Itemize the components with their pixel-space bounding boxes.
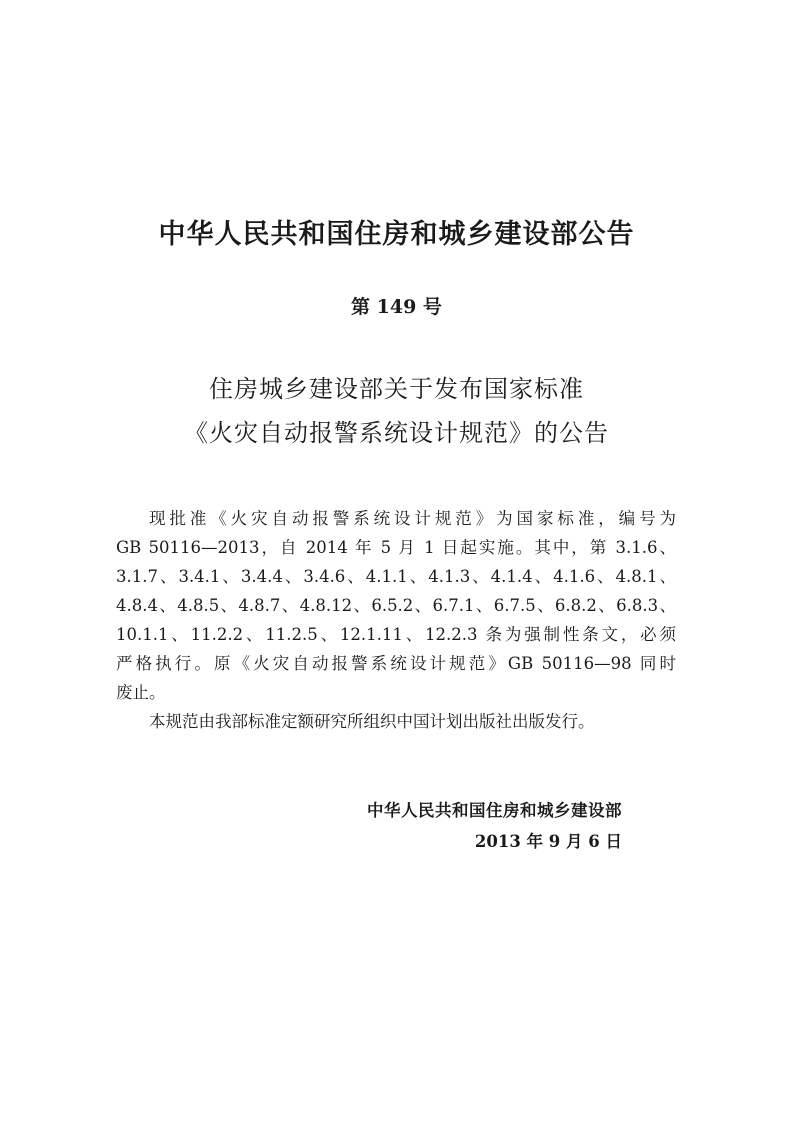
- paragraph-line: 4.8.4、4.8.5、4.8.7、4.8.12、6.5.2、6.7.1、6.7.5、6.8.2、6.8.3、: [116, 596, 676, 615]
- paragraph-line: 严格执行。原《火灾自动报警系统设计规范》GB 50116—98 同时: [116, 654, 676, 673]
- paragraph-line: 现批准《火灾自动报警系统设计规范》为国家标准，编号为: [149, 509, 676, 528]
- signature-organization: 中华人民共和国住房和城乡建设部: [367, 801, 622, 820]
- paragraph-line: GB 50116—2013，自 2014 年 5 月 1 日起实施。其中，第 3.1.6、: [116, 538, 676, 557]
- signature-date: 2013 年 9 月 6 日: [474, 832, 622, 851]
- paragraph-line: 10.1.1、11.2.2、11.2.5、12.1.11、12.2.3 条为强制性条文，必须: [116, 625, 676, 644]
- announcement-paragraph-2: 本规范由我部标准定额研究所组织中国计划出版社出版发行。: [149, 712, 595, 731]
- paragraph-line: 3.1.7、3.4.1、3.4.4、3.4.6、4.1.1、4.1.3、4.1.4、4.1.6、4.8.1、: [116, 567, 676, 586]
- issue-number: 第 149 号: [351, 296, 442, 318]
- subtitle-line-2: 《火灾自动报警系统设计规范》的公告: [184, 419, 609, 447]
- announcement-paragraph-1: [116, 504, 676, 707]
- paragraph-line: 废止。: [116, 683, 166, 702]
- subtitle-line-1: 住房城乡建设部关于发布国家标准: [209, 375, 584, 403]
- page-title: 中华人民共和国住房和城乡建设部公告: [158, 219, 635, 250]
